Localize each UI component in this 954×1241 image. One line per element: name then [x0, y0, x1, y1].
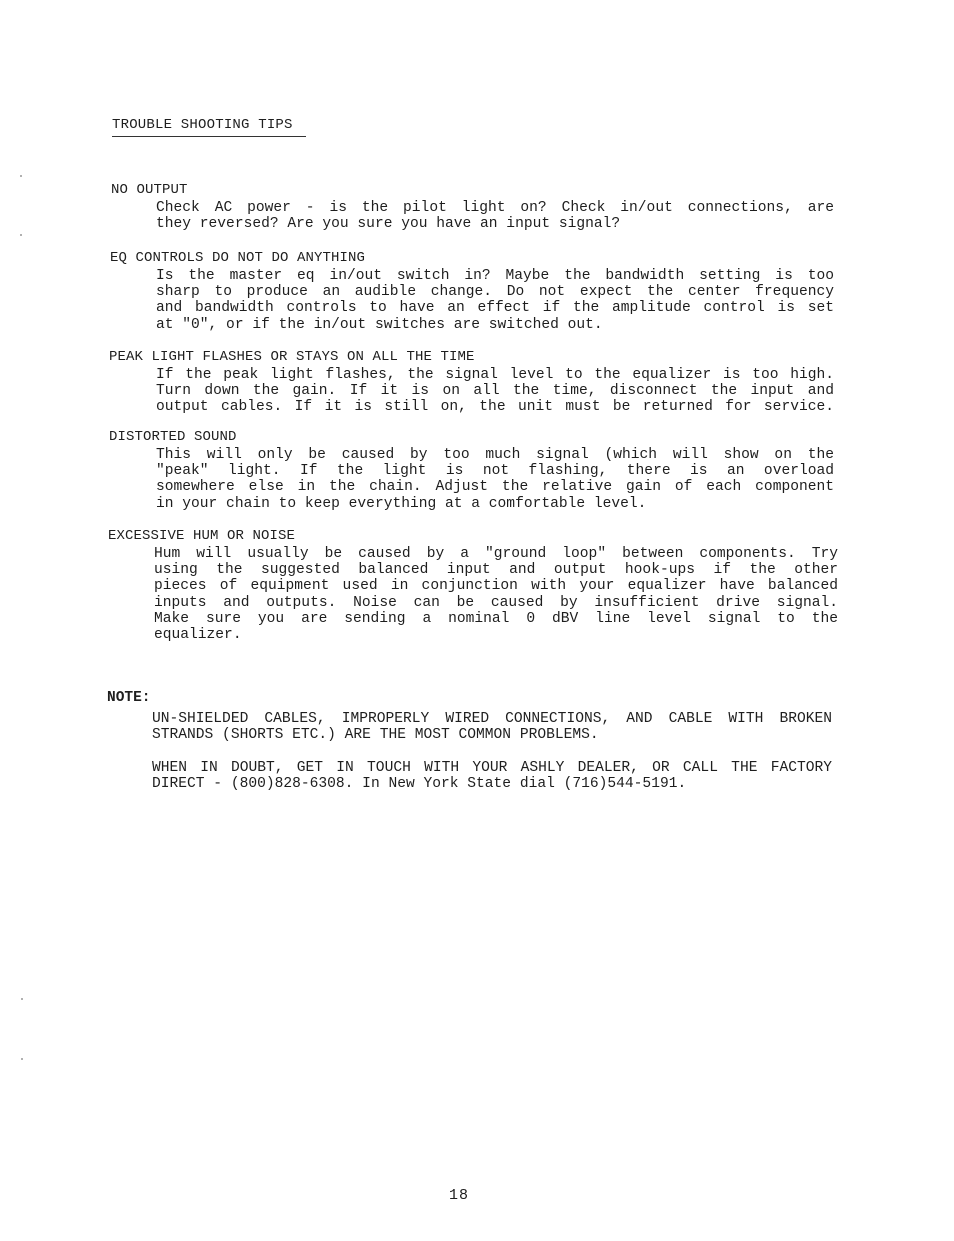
- note-line: WHEN IN DOUBT, GET IN TOUCH WITH YOUR ASHLY DEALER, OR CALL THE FACTORY: [152, 760, 832, 776]
- section-line: equalizer.: [154, 627, 242, 644]
- section-line: Check AC power - is the pilot light on? Check in/out connections, are: [156, 200, 834, 216]
- note-line: UN-SHIELDED CABLES, IMPROPERLY WIRED CONNECTIONS, AND CABLE WITH BROKEN: [152, 711, 832, 727]
- section-line: sharp to produce an audible change. Do not expect the center frequency: [156, 284, 834, 301]
- section-eq-controls: [108, 250, 838, 333]
- section-line: pieces of equipment used in conjunction with your equalizer have balanced: [154, 578, 838, 595]
- scan-speck: [21, 998, 23, 1000]
- note-paragraph-2: [152, 760, 832, 792]
- section-line: using the suggested balanced input and output hook-ups if the other: [154, 562, 838, 579]
- section-heading: NO OUTPUT: [111, 182, 188, 198]
- page-number: 18: [449, 1187, 470, 1204]
- section-line: and bandwidth controls to have an effect if the amplitude control is set: [156, 300, 834, 317]
- section-heading: EXCESSIVE HUM OR NOISE: [108, 528, 296, 544]
- section-heading: DISTORTED SOUND: [109, 429, 237, 445]
- section-line: "peak" light. If the light is not flashing, there is an overload: [156, 463, 834, 480]
- title-underline: [112, 136, 306, 137]
- scan-speck: [21, 1058, 23, 1060]
- section-line: output cables. If it is still on, the unit must be returned for service.: [156, 399, 834, 416]
- section-line: Turn down the gain. If it is on all the time, disconnect the input and: [156, 383, 834, 400]
- section-line: inputs and outputs. Noise can be caused by insufficient drive signal.: [154, 594, 838, 611]
- section-line: they reversed? Are you sure you have an input signal?: [156, 216, 621, 233]
- section-distorted-sound: [108, 429, 838, 512]
- note-label: NOTE:: [107, 690, 151, 706]
- section-line: at "0", or if the in/out switches are switched out.: [156, 316, 603, 333]
- note-line: STRANDS (SHORTS ETC.) ARE THE MOST COMMON PROBLEMS.: [152, 727, 599, 743]
- section-line: somewhere else in the chain. Adjust the relative gain of each component: [156, 479, 834, 496]
- note-line: DIRECT - (800)828-6308. In New York State dial (716)544-5191.: [152, 776, 687, 792]
- section-no-output: [108, 182, 838, 232]
- scan-speck: [20, 234, 22, 236]
- page-title: TROUBLE SHOOTING TIPS: [112, 117, 293, 133]
- section-line: Make sure you are sending a nominal 0 dBV line level signal to the: [154, 610, 838, 627]
- note-paragraph-1: [152, 711, 832, 743]
- scan-speck: [20, 175, 22, 177]
- section-peak-light: [108, 349, 838, 416]
- section-heading: EQ CONTROLS DO NOT DO ANYTHING: [110, 250, 366, 266]
- section-line: Hum will usually be caused by a "ground loop" between components. Try: [154, 546, 838, 562]
- section-line: in your chain to keep everything at a comfortable level.: [156, 495, 647, 512]
- section-line: This will only be caused by too much signal (which will show on the: [156, 447, 834, 463]
- section-heading: PEAK LIGHT FLASHES OR STAYS ON ALL THE TIME: [109, 349, 475, 365]
- section-hum-noise: [108, 528, 838, 643]
- section-line: If the peak light flashes, the signal level to the equalizer is too high.: [156, 367, 834, 383]
- section-line: Is the master eq in/out switch in? Maybe the bandwidth setting is too: [156, 268, 834, 284]
